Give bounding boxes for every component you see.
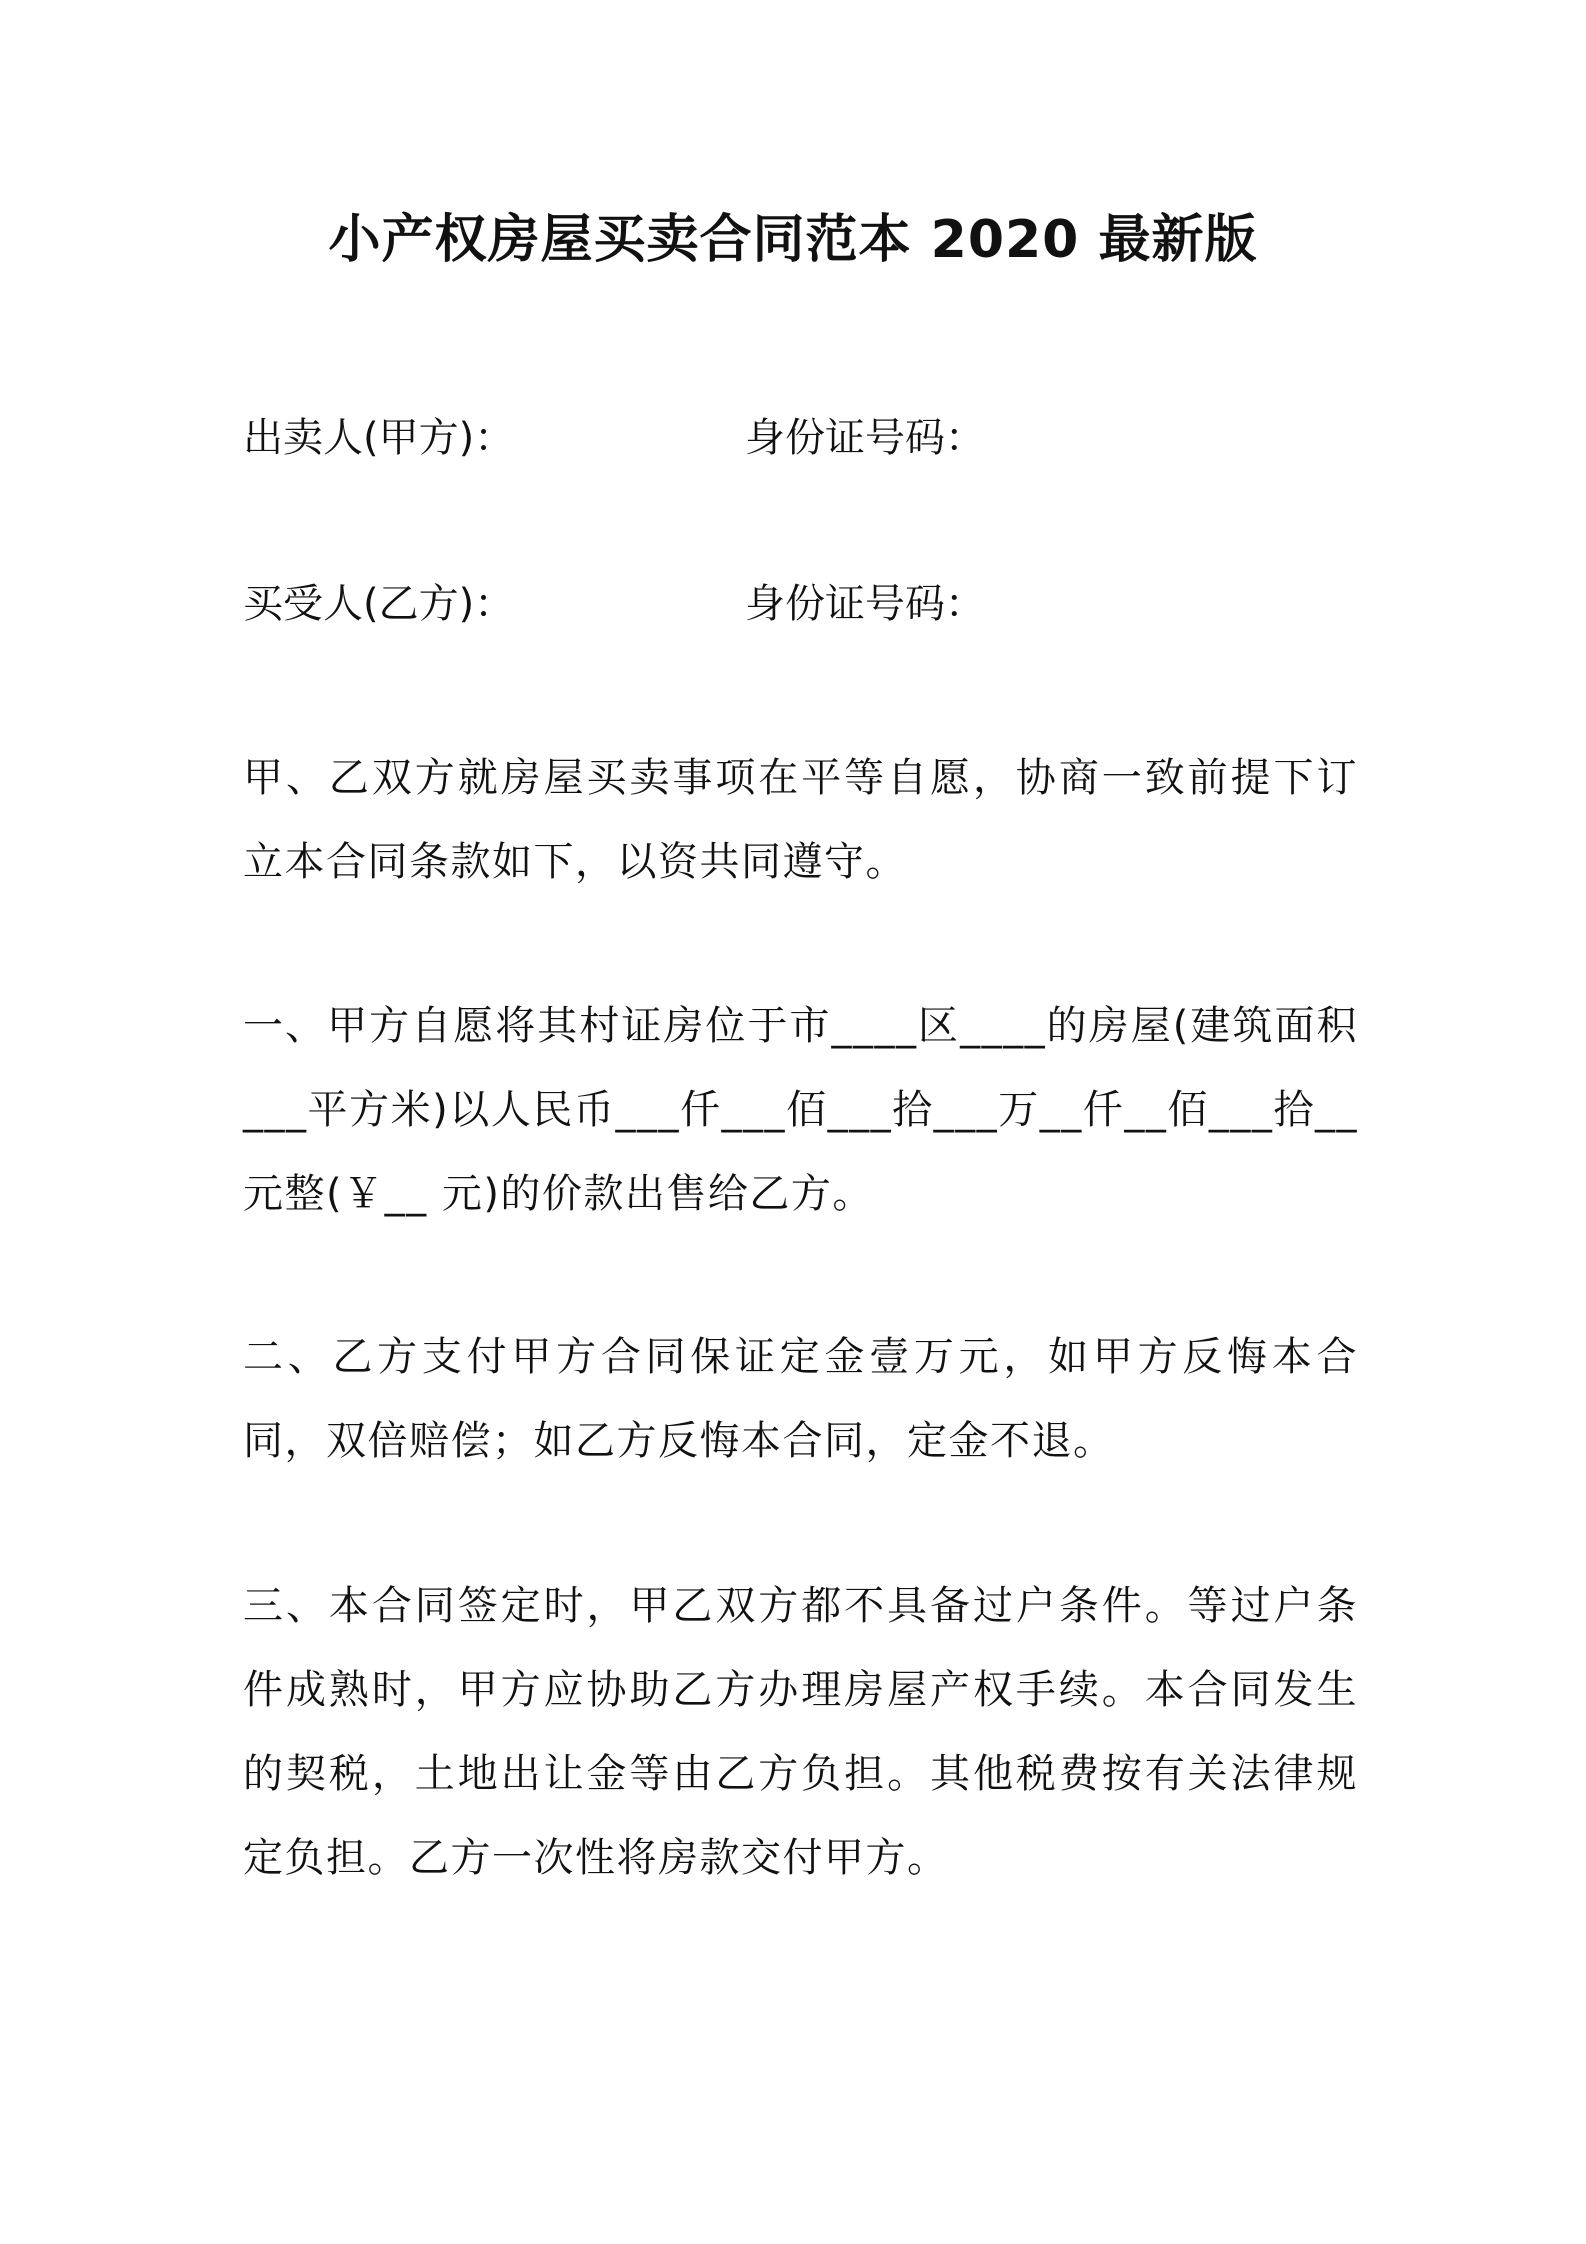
buyer-row	[243, 574, 1353, 634]
clause-one-paragraph: 一、甲方自愿将其村证房位于市____区____的房屋(建筑面积___平方米)以人民币___仟___佰___拾___万__仟__佰___拾__元整(￥__ 元)的价款出售给乙方。	[243, 1003, 1358, 1217]
buyer-label: 买受人(乙方)：	[243, 581, 515, 627]
buyer-id-label: 身份证号码：	[745, 581, 985, 627]
intro-paragraph: 甲、乙双方就房屋买卖事项在平等自愿，协商一致前提下订立本合同条款如下，以资共同遵守。	[243, 755, 1358, 885]
document-title: 小产权房屋买卖合同范本 2020 最新版	[328, 210, 1258, 270]
seller-id-label: 身份证号码：	[745, 415, 985, 461]
seller-label: 出卖人(甲方)：	[243, 415, 515, 461]
clause-two-paragraph: 二、乙方支付甲方合同保证定金壹万元，如甲方反悔本合同，双倍赔偿；如乙方反悔本合同，定金不退。	[243, 1334, 1358, 1464]
seller-row	[243, 408, 1353, 468]
clause-three-paragraph: 三、本合同签定时，甲乙双方都不具备过户条件。等过户条件成熟时，甲方应协助乙方办理房屋产权手续。本合同发生的契税，土地出让金等由乙方负担。其他税费按有关法律规定负担。乙方一次性将房款交付甲方。	[243, 1583, 1358, 1881]
